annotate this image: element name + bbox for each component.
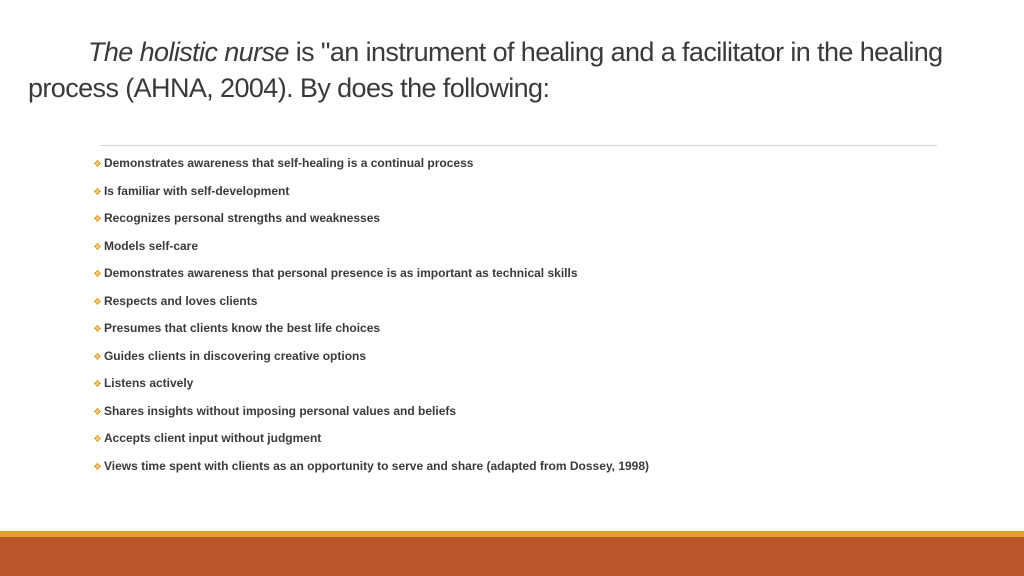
list-item [93,207,649,235]
list-item-text: Guides clients in discovering creative options [103,348,367,363]
list-item [93,372,649,400]
list-item-text: Models self-care [103,238,199,253]
list-item [93,317,649,345]
diamond-bullet-icon: ❖ [93,214,102,225]
diamond-bullet-icon: ❖ [93,269,102,280]
title-divider [100,145,937,146]
title-text: is "an instrument of healing and a facilitator in the healing process (AHNA, 2004). By does the following: [28,37,943,103]
list-item-text: Presumes that clients know the best life choices [103,321,381,335]
diamond-bullet-icon: ❖ [93,379,102,390]
list-item-text: Views time spent with clients as an opportunity to serve and share (adapted from Dossey, 1998) [103,458,650,473]
list-item [93,180,649,208]
list-item-text: Demonstrates awareness that personal presence is as important as technical skills [103,266,578,280]
list-item [93,262,649,290]
list-item [93,455,649,483]
list-item [93,235,649,263]
list-item [93,290,649,318]
list-item-text: Demonstrates awareness that self-healing is a continual process [103,156,474,170]
list-item-text: Accepts client input without judgment [103,431,322,445]
diamond-bullet-icon: ❖ [93,324,102,335]
bullet-list [93,152,649,482]
slide-title [28,34,998,106]
diamond-bullet-icon: ❖ [93,434,102,445]
diamond-bullet-icon: ❖ [93,186,102,198]
list-item [93,400,649,428]
list-item [93,345,649,373]
list-item-text: Listens actively [103,376,194,390]
diamond-bullet-icon: ❖ [93,296,102,308]
diamond-bullet-icon: ❖ [93,461,102,473]
list-item [93,427,649,455]
diamond-bullet-icon: ❖ [93,351,102,363]
list-item [93,152,649,180]
list-item-text: Shares insights without imposing personal values and beliefs [103,403,457,418]
footer-bar [0,537,1024,576]
list-item-text: Is familiar with self-development [103,183,290,198]
title-italic: The holistic nurse [88,37,289,67]
list-item-text: Respects and loves clients [103,293,258,308]
diamond-bullet-icon: ❖ [93,241,102,253]
list-item-text: Recognizes personal strengths and weaknesses [103,211,381,225]
diamond-bullet-icon: ❖ [93,406,102,418]
diamond-bullet-icon: ❖ [93,159,102,170]
